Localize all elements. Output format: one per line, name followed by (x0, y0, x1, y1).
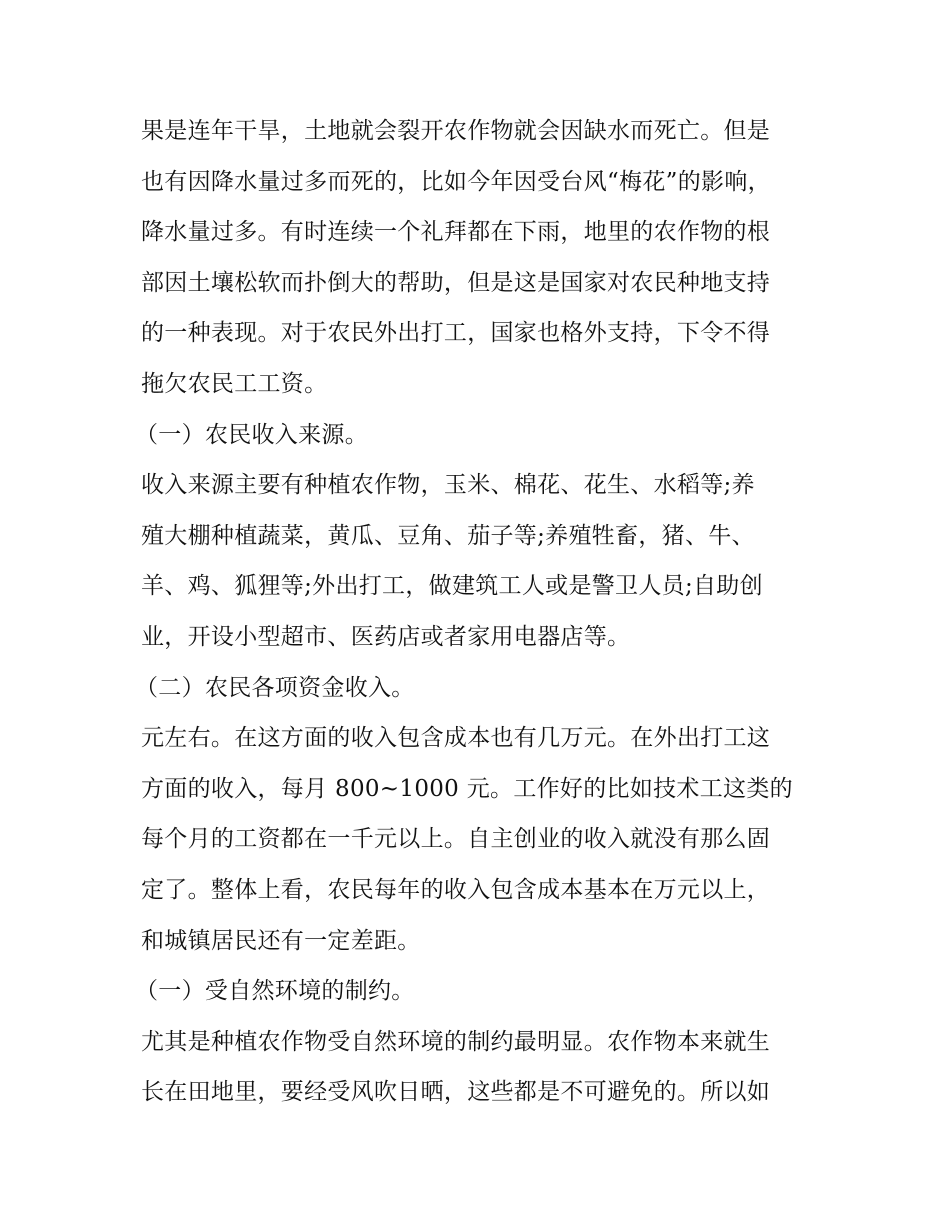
paragraph-line: 降水量过多。有时连续一个礼拜都在下雨，地里的农作物的根 (141, 219, 771, 246)
paragraph-line: 方面的收入，每月 800~1000 元。工作好的比如技术工这类的 (141, 775, 793, 802)
section-heading: （一）农民收入来源。 (135, 421, 368, 448)
section-heading: （二）农民各项资金收入。 (135, 674, 415, 701)
paragraph-line: 收入来源主要有种植农作物，玉米、棉花、花生、水稻等;养 (141, 472, 755, 499)
paragraph-line: 拖欠农民工工资。 (141, 370, 328, 397)
paragraph-line: 尤其是种植农作物受自然环境的制约最明显。农作物本来就生 (141, 1028, 771, 1055)
paragraph-line: 长在田地里，要经受风吹日晒，这些都是不可避免的。所以如 (141, 1079, 771, 1106)
paragraph-line: 殖大棚种植蔬菜，黄瓜、豆角、茄子等;养殖牲畜，猪、牛、 (141, 522, 755, 549)
paragraph-line: 每个月的工资都在一千元以上。自主创业的收入就没有那么固 (141, 826, 771, 853)
section-heading: （一）受自然环境的制约。 (135, 978, 415, 1005)
paragraph-line: 和城镇居民还有一定差距。 (141, 927, 421, 954)
paragraph-line: 业，开设小型超市、医药店或者家用电器店等。 (141, 623, 631, 650)
paragraph-line: 也有因降水量过多而死的，比如今年因受台风“梅花”的影响， (141, 168, 771, 195)
paragraph-line: 羊、鸡、狐狸等;外出打工，做建筑工人或是警卫人员;自助创 (141, 573, 763, 600)
document-text (135, 106, 821, 1118)
paragraph-line: 的一种表现。对于农民外出打工，国家也格外支持，下令不得 (141, 320, 771, 347)
paragraph-line: 部因土壤松软而扑倒大的帮助，但是这是国家对农民种地支持 (141, 269, 771, 296)
paragraph-line: 元左右。在这方面的收入包含成本也有几万元。在外出打工这 (141, 725, 771, 752)
paragraph-line: 定了。整体上看，农民每年的收入包含成本基本在万元以上， (141, 876, 771, 903)
paragraph-line: 果是连年干旱，土地就会裂开农作物就会因缺水而死亡。但是 (141, 118, 771, 144)
